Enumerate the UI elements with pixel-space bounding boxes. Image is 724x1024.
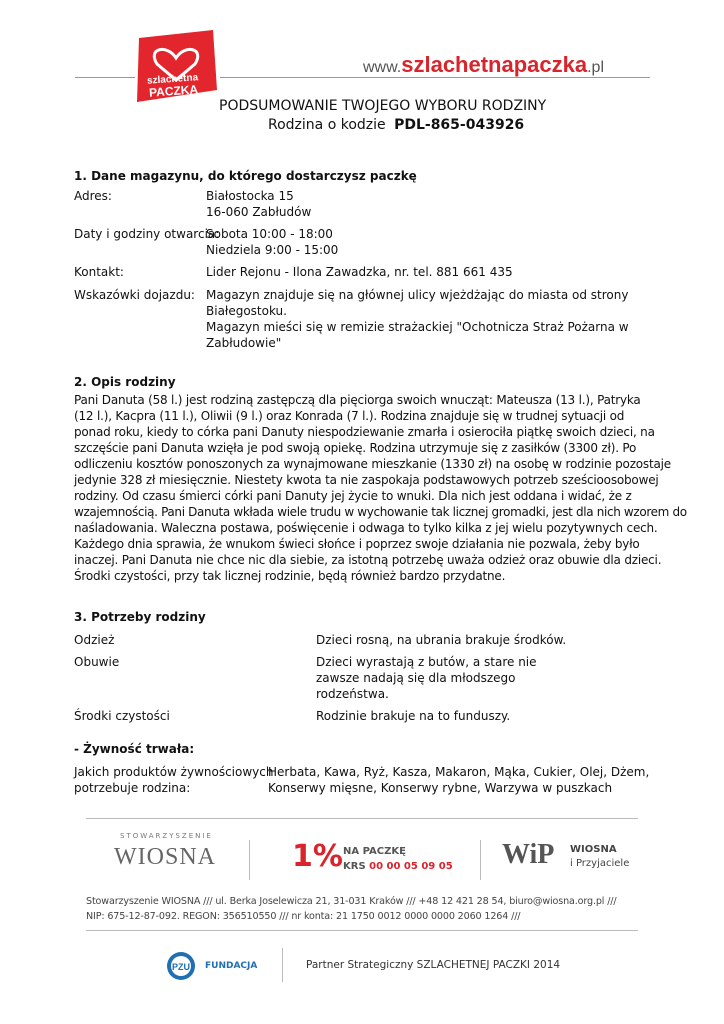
na-paczke-text: NA PACZKĘ — [343, 846, 406, 857]
need-value-shoes-line3: rodzeństwa. — [316, 687, 389, 701]
footer-rule-top — [86, 818, 638, 819]
wiosna-logo[interactable] — [112, 832, 218, 880]
need-value-shoes-line1: Dzieci wyrastają z butów, a stare nie — [316, 655, 537, 669]
logo-text-line1: szlachetna — [146, 72, 199, 87]
food-heading: - Żywność trwała: — [74, 742, 195, 756]
need-value-cleaning: Rodzinie brakuje na to funduszy. — [316, 709, 511, 723]
directions-line1: Magazyn znajduje się na głównej ulicy wjeżdżając do miasta od strony — [206, 288, 629, 302]
family-code-line — [268, 117, 524, 133]
one-percent: 1% — [292, 839, 343, 874]
address-line1: Białostocka 15 — [206, 189, 294, 203]
website-url[interactable] — [363, 52, 604, 78]
krs-number: 00 00 05 09 05 — [369, 861, 453, 872]
description-line: naśladowania. Waleczna postawa, poświęcenie i odwaga to tylko kilka z jej wielu pozytywnych cech. — [74, 521, 658, 535]
description-line: wzajemnością. Pani Danuta wkłada wiele trudu w wychowanie tak licznej gromadki, jest dla nich wzorem do — [74, 505, 687, 519]
family-code-label: Rodzina o kodzie — [268, 117, 386, 133]
directions-label: Wskazówki dojazdu: — [74, 288, 195, 302]
need-value-clothing: Dzieci rosną, na ubrania brakuje środków. — [316, 633, 567, 647]
need-label-clothing: Odzież — [74, 633, 115, 647]
section3-heading: 3. Potrzeby rodziny — [74, 610, 206, 624]
need-value-shoes-line2: zawsze nadają się dla młodszego — [316, 671, 516, 685]
description-line: odliczeniu kosztów ponoszonych za wynajmowane mieszkanie (1330 zł) na osobę w rodzinie pozostaje — [74, 457, 671, 471]
section1-heading: 1. Dane magazynu, do którego dostarczysz paczkę — [74, 169, 417, 183]
directions-line4: Zabłudowie" — [206, 336, 282, 350]
description-line: (12 l.), Kacpra (11 l.), Oliwii (9 l.) oraz Konrada (7 l.). Rodzina znajduje się w trudnej sytuacji od — [74, 409, 625, 423]
description-line: rodziny. Od czasu śmierci córki pani Danuty jej życie to wnuki. Dla nich jest oddana i widać, że z — [74, 489, 632, 503]
food-label-line2: potrzebuje rodzina: — [74, 781, 191, 795]
directions-line2: Białegostoku. — [206, 304, 287, 318]
wip-mark: WiP — [502, 839, 555, 870]
need-label-shoes: Obuwie — [74, 655, 120, 669]
footer-divider — [480, 840, 481, 880]
description-line: Pani Danuta (58 l.) jest rodziną zastępczą dla pięciorga swoich wnucząt: Mateusza (13 l.), Patryka — [74, 393, 641, 407]
hours-line2: Niedziela 9:00 - 15:00 — [206, 243, 339, 257]
wip-line2: i Przyjaciele — [570, 858, 630, 869]
wiosna-small-text: STOWARZYSZENIE — [120, 832, 213, 840]
wiosna-big-text: WIOSNA — [114, 844, 216, 870]
wip-line1: WIOSNA — [570, 844, 617, 855]
footer-address-line2: NIP: 675-12-87-092. REGON: 356510550 /// nr konta: 21 1750 0012 0000 0000 2060 1264 /// — [86, 911, 521, 922]
pzu-logo-text: PZU — [172, 962, 190, 972]
description-line: jedynie 328 zł miesięcznie. Niestety kwota ta nie zaspokaja podstawowych potrzeb sześcioosobowej — [74, 473, 659, 487]
contact-label: Kontakt: — [74, 265, 124, 279]
contact-value: Lider Rejonu - Ilona Zawadzka, nr. tel. 881 661 435 — [206, 265, 513, 279]
url-prefix: www. — [363, 59, 402, 76]
need-label-cleaning: Środki czystości — [74, 709, 170, 723]
food-value-line1: Herbata, Kawa, Ryż, Kasza, Makaron, Mąka, Cukier, Olej, Dżem, — [268, 765, 650, 779]
url-suffix: .pl — [587, 59, 605, 76]
footer-divider — [282, 948, 283, 982]
logo-text-line2: PACZKA — [148, 82, 199, 100]
family-description — [74, 392, 687, 584]
description-line: Środki czystości, przy tak licznej rodzinie, będą również bardzo przydatne. — [74, 569, 506, 583]
description-line: ponad roku, kiedy to córka pani Danuty niespodziewanie zmarła i osierociła piątkę swoich dzieci, na — [74, 425, 655, 439]
footer-address-line1: Stowarzyszenie WIOSNA /// ul. Berka Joselewicza 21, 31-031 Kraków /// +48 12 421 28 54, biuro@wiosna.org.pl /// — [86, 896, 617, 907]
partner-text: Partner Strategiczny SZLACHETNEJ PACZKI 2014 — [306, 959, 561, 971]
url-brand: szlachetnapaczka — [401, 52, 588, 77]
description-line: inaczej. Pani Danuta nie chce nic dla siebie, za istotną potrzebę uważa odzież oraz obuwie dla dzieci. — [74, 553, 662, 567]
pzu-logo[interactable] — [166, 951, 200, 981]
hours-label: Daty i godziny otwarcia: — [74, 227, 220, 241]
family-code-value: PDL-865-043926 — [394, 117, 525, 133]
description-line: szczęście pani Danuta wzięła je pod swoją opiekę. Rodzina utrzymuje się z zasiłków (3300 zł). Po — [74, 441, 637, 455]
pzu-emblem-icon — [166, 951, 200, 981]
directions-line3: Magazyn mieści się w remizie strażackiej "Ochotnicza Straż Pożarna w — [206, 320, 629, 334]
fundacja-text: FUNDACJA — [205, 961, 258, 971]
address-line2: 16-060 Zabłudów — [206, 205, 312, 219]
food-label-line1: Jakich produktów żywnościowych — [74, 765, 274, 779]
address-label: Adres: — [74, 189, 112, 203]
page-title: PODSUMOWANIE TWOJEGO WYBORU RODZINY — [219, 98, 547, 114]
section2-heading: 2. Opis rodziny — [74, 375, 176, 389]
food-value-line2: Konserwy mięsne, Konserwy rybne, Warzywa w puszkach — [268, 781, 613, 795]
footer-divider — [249, 840, 250, 880]
hours-line1: Sobota 10:00 - 18:00 — [206, 227, 333, 241]
description-line: Każdego dnia sprawia, że wnukom świeci słońce i poprzez swoje działania nie pozwala, żeby było — [74, 537, 640, 551]
footer-rule-bottom — [86, 930, 638, 931]
header-logo[interactable] — [133, 28, 219, 108]
krs-label: KRS — [343, 861, 366, 872]
krs-line — [343, 861, 453, 872]
header-rule-left — [75, 77, 135, 78]
wip-logo[interactable] — [502, 838, 632, 878]
